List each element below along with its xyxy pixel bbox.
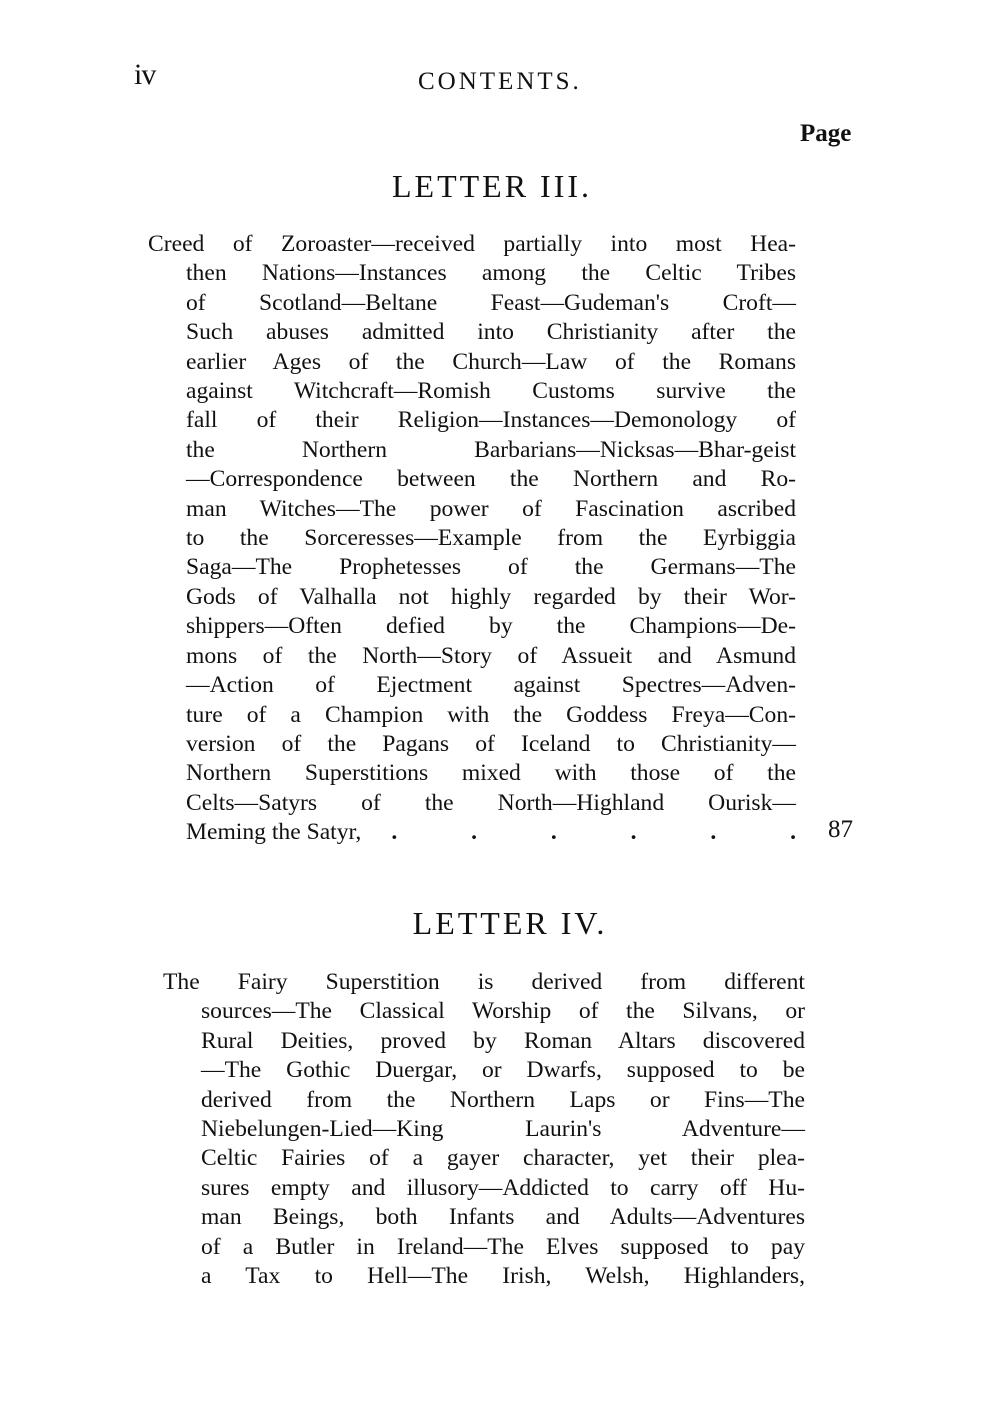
summary-line: version of the Pagans of Iceland to Christianity— xyxy=(186,730,796,757)
summary-line: the Northern Barbarians—Nicksas—Bhar-geist xyxy=(186,436,796,463)
letter-iii-page-number: 87 xyxy=(828,816,853,843)
summary-line: man Beings, both Infants and Adults—Adventures xyxy=(201,1204,805,1231)
letter-iv-summary xyxy=(163,968,805,1291)
summary-line: Northern Superstitions mixed with those of the xyxy=(186,760,796,787)
letter-iv-heading: LETTER IV. xyxy=(412,905,608,941)
letter-iii-heading: LETTER III. xyxy=(391,168,593,204)
summary-line: then Nations—Instances among the Celtic Tribes xyxy=(186,260,796,287)
page-column-label: Page xyxy=(800,120,852,147)
summary-line: Such abuses admitted into Christianity after the xyxy=(186,319,796,346)
summary-line: of Scotland—Beltane Feast—Gudeman's Croft— xyxy=(186,289,796,316)
summary-line: Meming the Satyr, xyxy=(186,819,362,846)
summary-line: derived from the Northern Laps or Fins—The xyxy=(201,1086,805,1113)
summary-line: sures empty and illusory—Addicted to carry off Hu- xyxy=(201,1174,805,1201)
summary-line: Celtic Fairies of a gayer character, yet their plea- xyxy=(201,1145,805,1172)
summary-line: —The Gothic Duergar, or Dwarfs, supposed to be xyxy=(201,1057,805,1084)
leader-dot: . xyxy=(391,819,398,846)
summary-line: man Witches—The power of Fascination ascribed xyxy=(186,495,796,522)
leader-dot: . xyxy=(471,819,477,846)
summary-line: —Action of Ejectment against Spectres—Adven- xyxy=(186,672,796,699)
leader-dot: . xyxy=(790,819,796,846)
summary-line: earlier Ages of the Church—Law of the Romans xyxy=(186,348,796,375)
summary-last-line xyxy=(148,818,796,847)
summary-line: Rural Deities, proved by Roman Altars discovered xyxy=(201,1027,805,1054)
running-head: CONTENTS. xyxy=(418,68,582,95)
summary-line: The Fairy Superstition is derived from different xyxy=(163,969,805,995)
summary-line: against Witchcraft—Romish Customs survive the xyxy=(186,378,796,405)
summary-line: Niebelungen-Lied—King Laurin's Adventure— xyxy=(201,1116,805,1143)
leader-dot: . xyxy=(630,819,637,846)
letter-iii-summary xyxy=(148,230,796,848)
leader-dot: . xyxy=(710,819,717,846)
summary-line: Creed of Zoroaster—received partially into most Hea- xyxy=(148,231,796,257)
summary-line: shippers—Often defied by the Champions—De- xyxy=(186,613,796,640)
summary-line: sources—The Classical Worship of the Silvans, or xyxy=(201,998,805,1025)
leader-dot: . xyxy=(550,819,557,846)
page-number: iv xyxy=(134,58,156,91)
summary-line: ture of a Champion with the Goddess Freya—Con- xyxy=(186,701,796,728)
summary-line: a Tax to Hell—The Irish, Welsh, Highlanders, xyxy=(201,1263,805,1290)
summary-line: fall of their Religion—Instances—Demonology of xyxy=(186,407,796,434)
summary-line: of a Butler in Ireland—The Elves supposed to pay xyxy=(201,1233,805,1260)
summary-line: Gods of Valhalla not highly regarded by their Wor- xyxy=(186,583,796,610)
summary-line: Celts—Satyrs of the North—Highland Ourisk— xyxy=(186,789,796,816)
dot-leaders xyxy=(391,818,796,847)
summary-line: to the Sorceresses—Example from the Eyrbiggia xyxy=(186,525,796,552)
summary-line: —Correspondence between the Northern and Ro- xyxy=(186,466,796,493)
summary-line: Saga—The Prophetesses of the Germans—The xyxy=(186,554,796,581)
summary-line: mons of the North—Story of Assueit and Asmund xyxy=(186,642,796,669)
